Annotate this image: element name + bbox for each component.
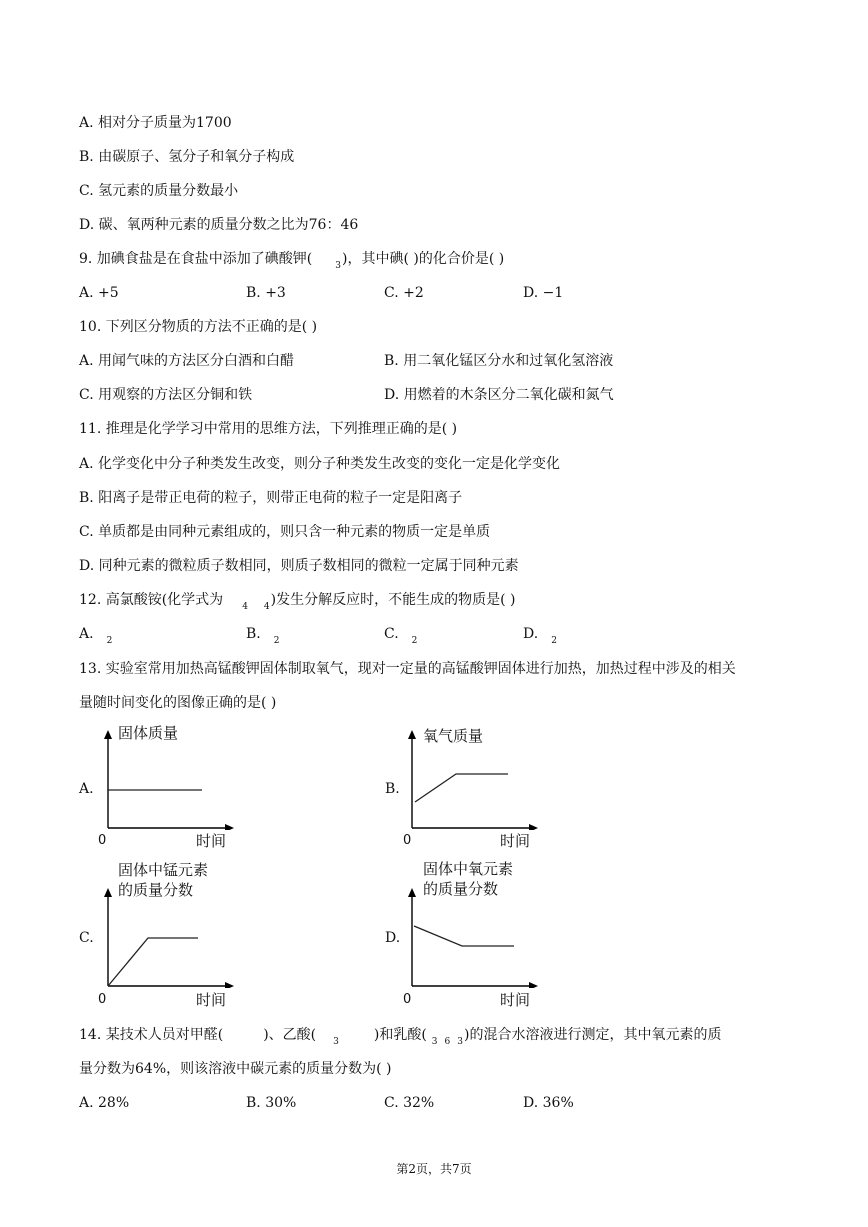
graph-b-xlabel: 时间 (500, 832, 531, 850)
graph-d-option: D. (385, 930, 401, 946)
graph-b-option: B. (385, 781, 400, 797)
q9-option-a: A. +5 (79, 285, 119, 301)
graph-a-origin: 0 (98, 833, 107, 848)
graph-b-origin: 0 (403, 833, 412, 848)
graph-b (400, 728, 540, 830)
q9-option-c: C. +2 (384, 285, 424, 301)
graph-a (96, 728, 236, 830)
graph-a-ylabel: 固体质量 (118, 724, 179, 742)
q14-stem-line1: 14. 某技术人员对甲醛( )、乙酸( $_3$ )和乳酸( $_3$ $_6$ $_3$)的混合水溶液进行测定，其中氧元素的质 (79, 1027, 722, 1047)
q11-option-c: C. 单质都是由同种元素组成的，则只含一种元素的物质一定是单质 (79, 524, 491, 540)
q10-option-b: B. 用二氧化锰区分水和过氧化氢溶液 (384, 353, 614, 369)
q14-stem-line2: 量分数为64%，则该溶液中碳元素的质量分数为( ) (79, 1061, 392, 1077)
q14-option-b: B. 30% (246, 1095, 297, 1111)
q8-option-c: C. 氢元素的质量分数最小 (79, 183, 239, 199)
graph-c-option: C. (79, 930, 94, 946)
q8-option-b: B. 由碳原子、氢分子和氧分子构成 (79, 149, 295, 165)
q12-stem: 12. 高氯酸铵(化学式为 $_4$ $_4$)发生分解反应时，不能生成的物质是( ) (79, 592, 516, 612)
q12-option-b: B. $_2$ (246, 626, 280, 646)
graph-d-curve (414, 926, 514, 946)
q12-option-a: A. $_2$ (79, 626, 113, 646)
q9-option-d: D. −1 (523, 285, 564, 301)
q11-option-b: B. 阳离子是带正电荷的粒子，则带正电荷的粒子一定是阳离子 (79, 490, 463, 506)
graph-d-ylabel-line1: 固体中氧元素 (423, 860, 514, 878)
q14-option-c: C. 32% (384, 1095, 435, 1111)
graph-c-origin: 0 (98, 992, 107, 1007)
graph-d-origin: 0 (403, 992, 412, 1007)
q8-option-d: D. 碳、氧两种元素的质量分数之比为76：46 (79, 217, 359, 233)
graph-c-xlabel: 时间 (196, 991, 227, 1009)
q13-stem-line1: 13. 实验室常用加热高锰酸钾固体制取氧气，现对一定量的高锰酸钾固体进行加热，加热过程中涉及的相关 (79, 661, 736, 677)
page-number: 第2页，共7页 (396, 1162, 472, 1176)
graph-c-ylabel-line2: 的质量分数 (118, 881, 194, 899)
q10-option-d: D. 用燃着的木条区分二氧化碳和氮气 (384, 387, 614, 403)
q11-option-a: A. 化学变化中分子种类发生改变，则分子种类发生改变的变化一定是化学变化 (79, 456, 561, 472)
graph-d-xlabel: 时间 (500, 991, 531, 1009)
q14-option-a: A. 28% (79, 1095, 130, 1111)
graph-b-ylabel: 氧气质量 (423, 727, 484, 745)
q12-option-c: C. $_2$ (384, 626, 418, 646)
q10-option-a: A. 用闻气味的方法区分白酒和白醋 (79, 353, 295, 369)
q10-option-c: C. 用观察的方法区分铜和铁 (79, 387, 253, 403)
graph-b-curve (415, 774, 508, 802)
q11-stem: 11. 推理是化学学习中常用的思维方法，下列推理正确的是( ) (79, 421, 458, 437)
graph-a-xlabel: 时间 (196, 832, 227, 850)
graph-d (400, 886, 540, 988)
q12-option-d: D. $_2$ (523, 626, 557, 646)
q9-stem: 9. 加碘食盐是在食盐中添加了碘酸钾( $_3$)，其中碘( )的化合价是( ) (79, 251, 505, 271)
q9-option-b: B. +3 (246, 285, 286, 301)
graph-c-ylabel-line1: 固体中锰元素 (118, 861, 209, 879)
graph-c-curve (108, 938, 198, 986)
q8-option-a: A. 相对分子质量为1700 (79, 115, 232, 131)
graph-c (96, 886, 236, 988)
q14-option-d: D. 36% (523, 1095, 574, 1111)
q10-stem: 10. 下列区分物质的方法不正确的是( ) (79, 319, 318, 335)
graph-a-option: A. (79, 781, 94, 797)
q13-stem-line2: 量随时间变化的图像正确的是( ) (79, 695, 277, 711)
q11-option-d: D. 同种元素的微粒质子数相同，则质子数相同的微粒一定属于同种元素 (79, 558, 519, 574)
graph-d-ylabel-line2: 的质量分数 (423, 880, 499, 898)
